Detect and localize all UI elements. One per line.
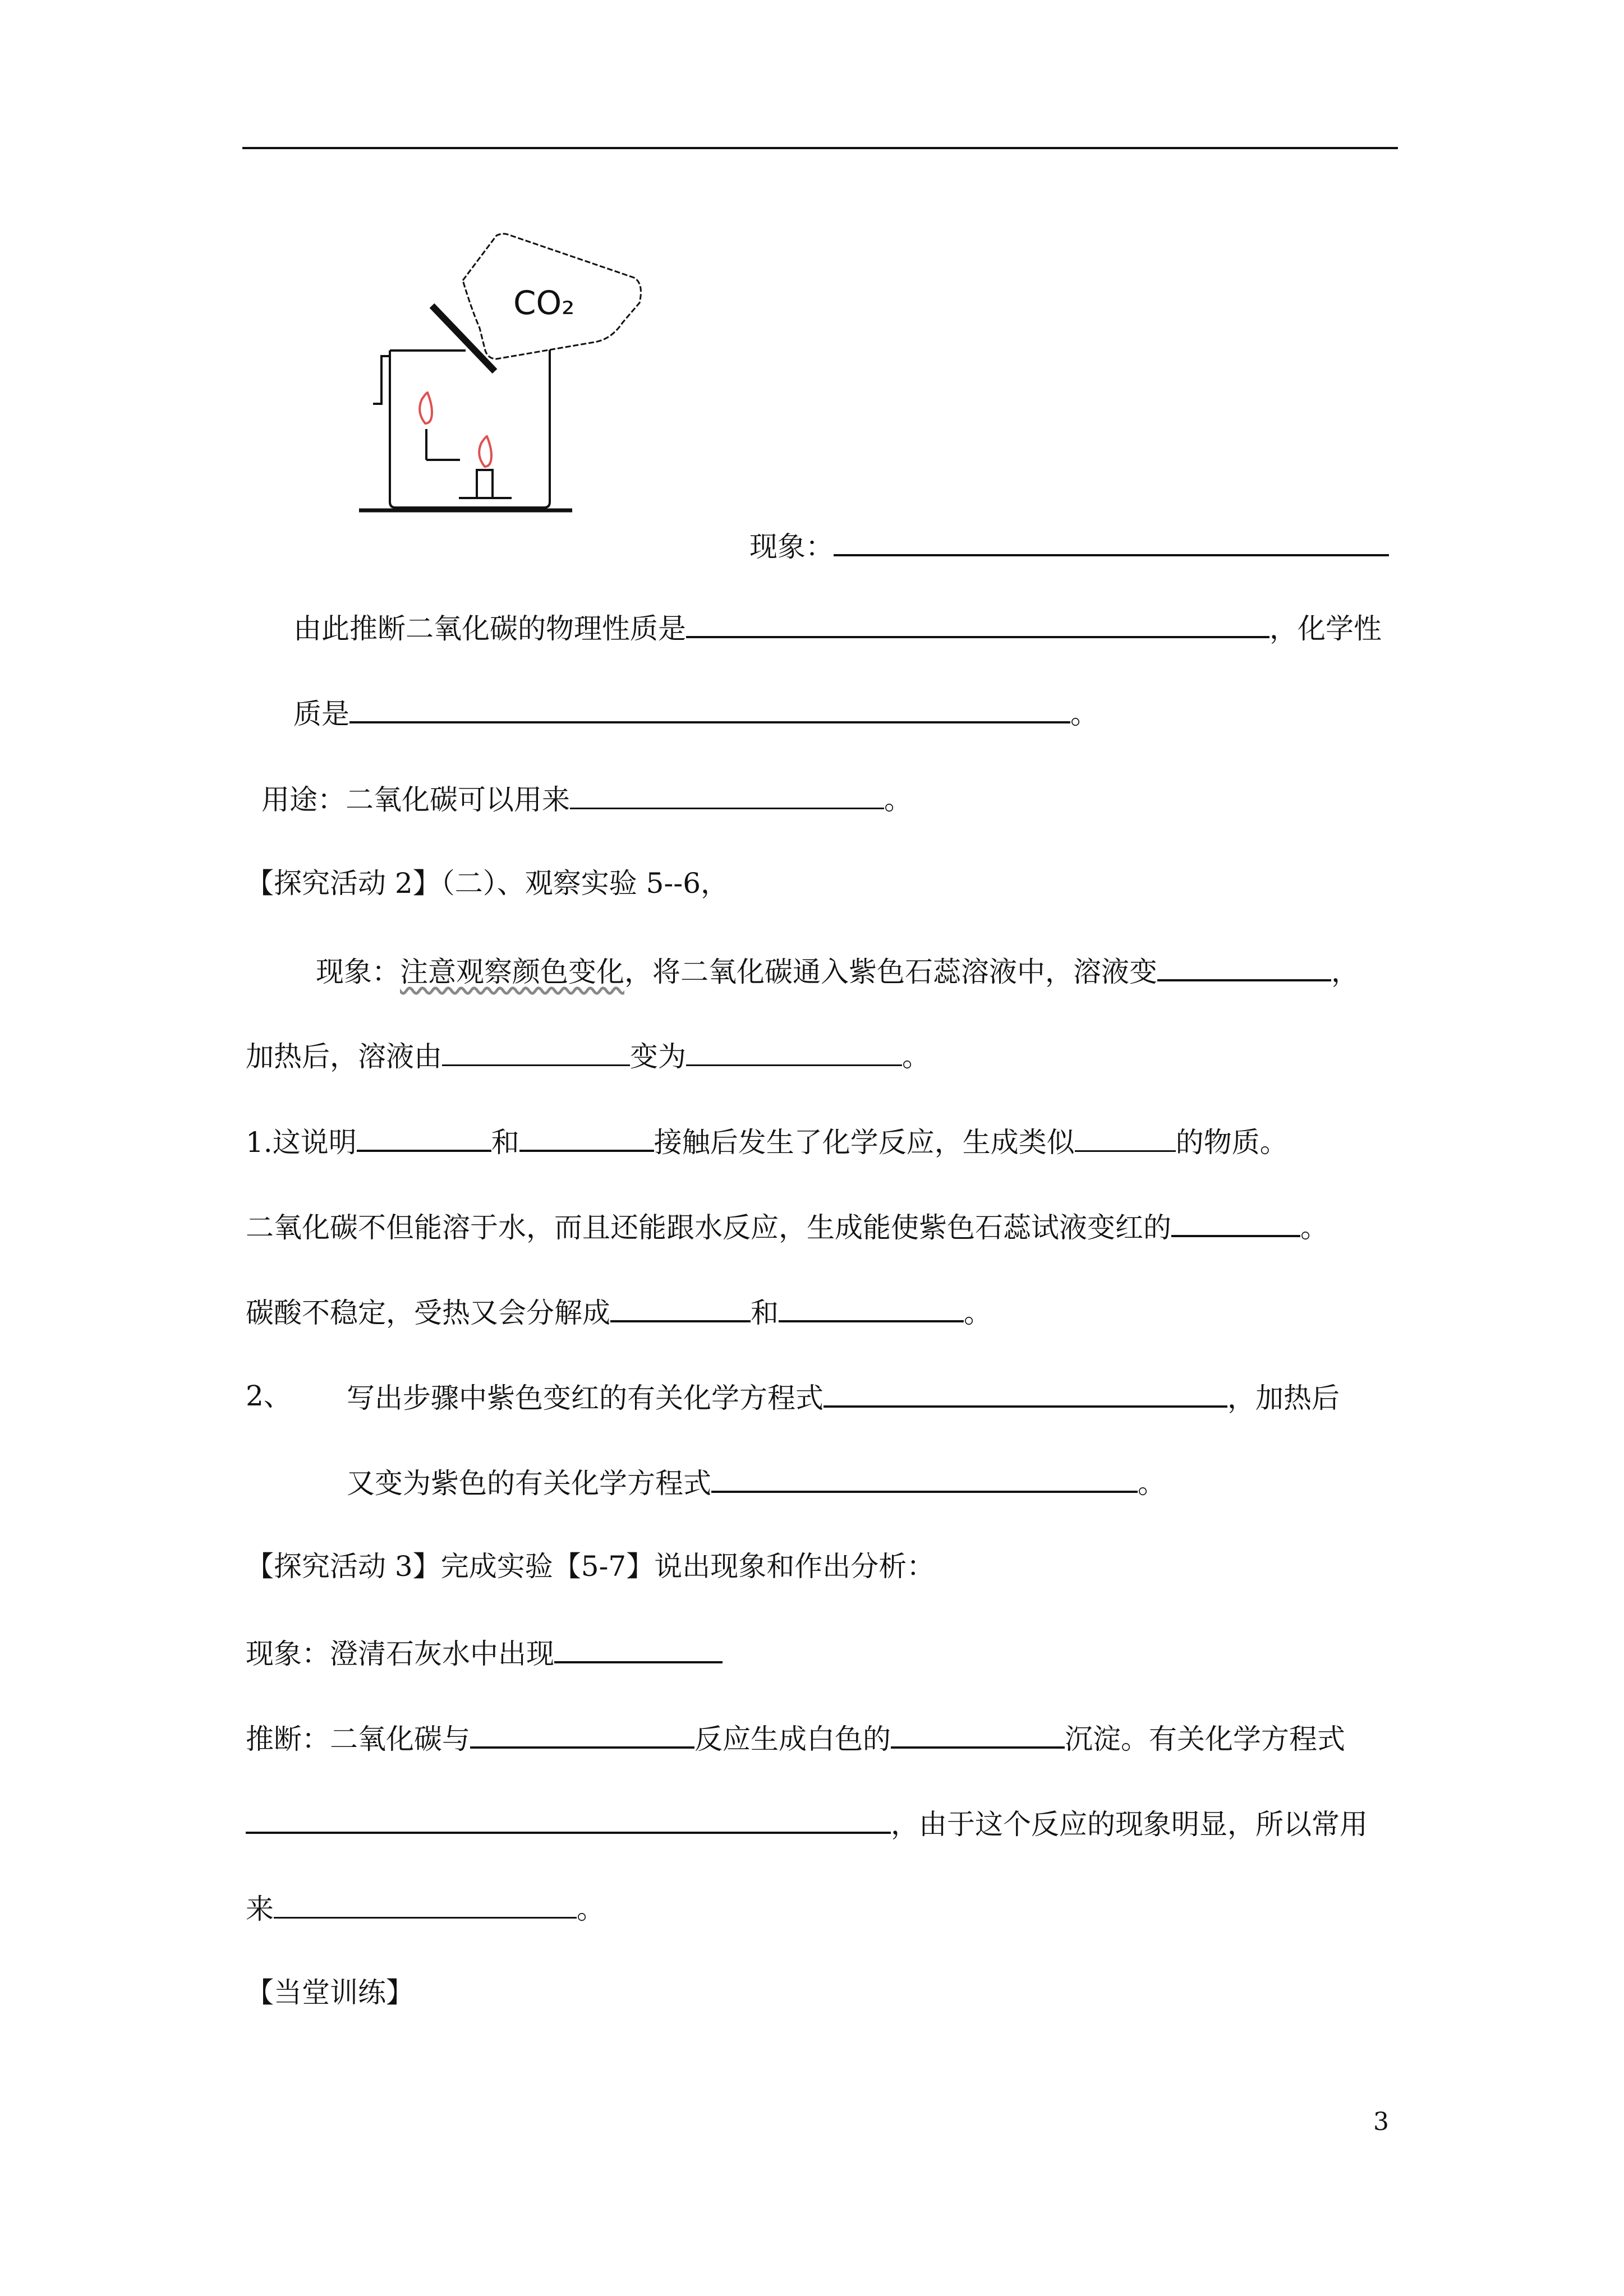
chemical-property-text: 质是 (293, 698, 349, 730)
question2-text-3: 又变为紫色的有关化学方程式 (347, 1467, 711, 1500)
phenomenon-line (749, 525, 1389, 566)
period: 。 (577, 1893, 605, 1925)
answer-blank[interactable] (274, 1888, 577, 1919)
activity2-heading (246, 864, 729, 903)
comma: ， (1331, 956, 1359, 988)
heating-text: 加热后，溶液由 (246, 1040, 442, 1073)
question2-line (347, 1376, 1340, 1418)
answer-blank[interactable] (349, 692, 1070, 723)
answer-blank[interactable] (442, 1035, 630, 1066)
observation-label: 现象： (316, 956, 400, 988)
question1-line (246, 1121, 1288, 1162)
observation-hint: 注意观察颜色变化 (400, 956, 624, 988)
practice-text: 【当堂训练】 (246, 1976, 414, 2009)
activity2-text: 【探究活动 2】（二）、观察实验 5--6， (246, 867, 729, 900)
phenomenon-label: 现象： (749, 531, 834, 563)
answer-blank[interactable] (1075, 1121, 1176, 1152)
chemical-property-prefix: ，化学性 (1269, 612, 1382, 645)
and-text: 和 (751, 1297, 779, 1329)
equation-text: ，由于这个反应的现象明显，所以常用 (891, 1808, 1368, 1841)
inference-line (246, 1717, 1345, 1759)
heating-text-2: 变为 (630, 1040, 686, 1073)
physical-property-line (293, 607, 1382, 648)
answer-blank[interactable] (610, 1291, 751, 1322)
answer-blank[interactable] (779, 1291, 964, 1322)
heating-line (246, 1035, 930, 1076)
co2-water-line (246, 1206, 1328, 1247)
question2-text: 写出步骤中紫色变红的有关化学方程式 (347, 1382, 823, 1414)
answer-blank[interactable] (686, 607, 1269, 638)
answer-blank[interactable] (470, 1717, 694, 1749)
usage-line (261, 778, 912, 819)
answer-blank[interactable] (246, 1802, 891, 1834)
observation-text: ，将二氧化碳通入紫色石蕊溶液中，溶液变 (624, 956, 1157, 988)
answer-blank[interactable] (519, 1121, 654, 1152)
answer-blank[interactable] (891, 1717, 1065, 1749)
header-rule (242, 147, 1398, 149)
answer-blank[interactable] (1157, 950, 1331, 981)
usage-text: 用途：二氧化碳可以用来 (261, 783, 570, 816)
and-text: 和 (491, 1126, 519, 1159)
question1-text-2: 接触后发生了化学反应，生成类似 (654, 1126, 1075, 1159)
equation-line (246, 1802, 1368, 1844)
period: 。 (1070, 698, 1098, 730)
answer-blank[interactable] (711, 1461, 1138, 1493)
inference-text-3: 沉淀。有关化学方程式 (1065, 1723, 1345, 1755)
period: 。 (902, 1040, 930, 1073)
carbonic-acid-text: 碳酸不稳定，受热又会分解成 (246, 1297, 610, 1329)
period: 。 (964, 1297, 992, 1329)
question2-text-2: ，加热后 (1227, 1382, 1340, 1414)
question2-number (246, 1376, 292, 1416)
use-text: 来 (246, 1893, 274, 1925)
inference-text-2: 反应生成白色的 (694, 1723, 891, 1755)
chemical-property-line (293, 692, 1098, 734)
activity3-heading (246, 1547, 935, 1586)
period: 。 (1300, 1211, 1328, 1244)
observation-line (316, 950, 1359, 992)
answer-blank[interactable] (686, 1035, 902, 1066)
practice-heading (246, 1973, 414, 2012)
question1-text: 1.这说明 (246, 1126, 357, 1159)
answer-blank[interactable] (357, 1121, 491, 1152)
answer-blank[interactable] (823, 1376, 1227, 1408)
question2-num: 2、 (246, 1380, 292, 1412)
question1-text-3: 的物质。 (1175, 1126, 1288, 1159)
use-line (246, 1888, 605, 1929)
limewater-text: 现象：澄清石灰水中出现 (246, 1638, 554, 1670)
activity3-text-2: 5-7】说出现象和作出分析： (581, 1550, 935, 1583)
gas-label: CO₂ (513, 284, 575, 322)
answer-blank[interactable] (554, 1632, 723, 1663)
activity3-text: 【探究活动 3】完成实验【 (246, 1550, 581, 1583)
limewater-line (246, 1632, 723, 1673)
question2-line-2 (347, 1461, 1166, 1503)
answer-blank[interactable] (570, 778, 884, 809)
answer-blank[interactable] (834, 525, 1389, 556)
inference-text: 推断：二氧化碳与 (246, 1723, 470, 1755)
period: 。 (1138, 1467, 1166, 1500)
page-number: 3 (1373, 2108, 1389, 2136)
period: 。 (884, 783, 912, 816)
carbonic-acid-line (246, 1291, 992, 1333)
co2-candle-experiment-figure (348, 224, 662, 527)
co2-water-text: 二氧化碳不但能溶于水，而且还能跟水反应，生成能使紫色石蕊试液变红的 (246, 1211, 1171, 1244)
answer-blank[interactable] (1171, 1206, 1300, 1237)
physical-property-text: 由此推断二氧化碳的物理性质是 (293, 612, 686, 645)
